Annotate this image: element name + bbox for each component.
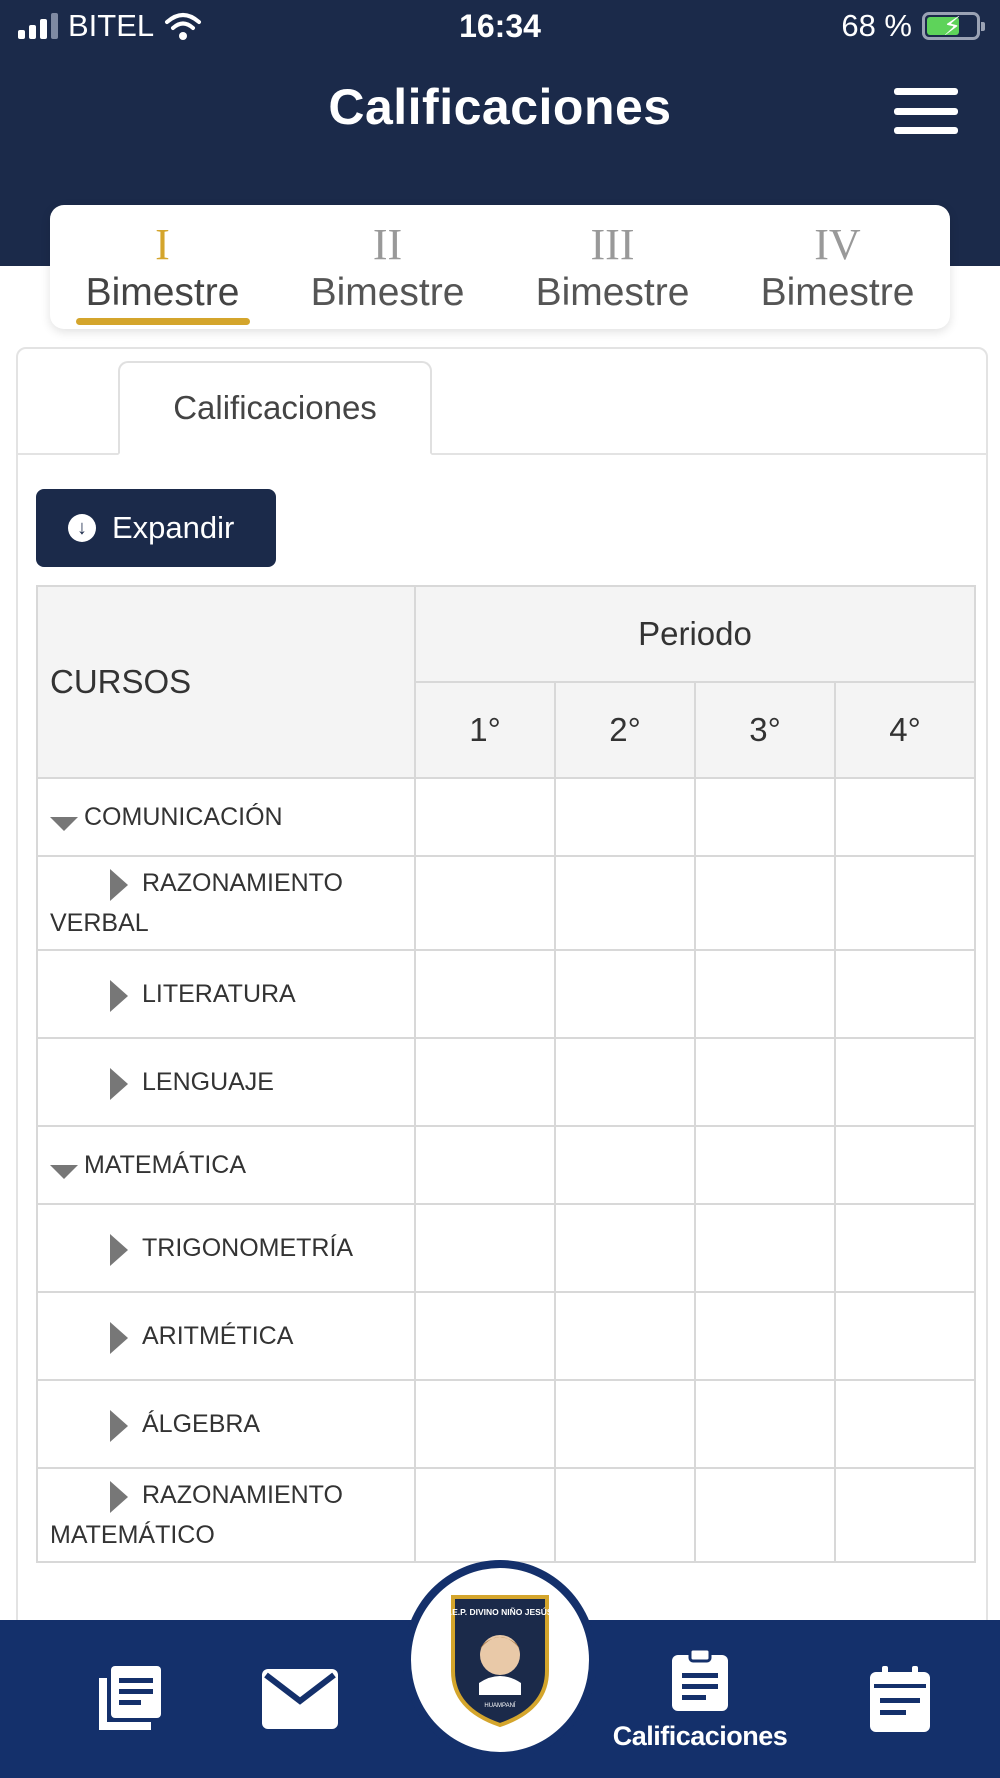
column-header-period-4: 4°: [835, 682, 975, 778]
grade-cell: [415, 1204, 555, 1292]
grade-cell: [555, 856, 695, 950]
tab-calificaciones[interactable]: Calificaciones: [118, 361, 432, 455]
expand-button-label: Expandir: [112, 510, 235, 545]
table-row[interactable]: [37, 856, 975, 950]
grade-cell: [835, 1380, 975, 1468]
grade-cell: [415, 950, 555, 1038]
table-row[interactable]: [37, 1204, 975, 1292]
grade-cell: [835, 1204, 975, 1292]
course-cell[interactable]: [37, 1380, 415, 1468]
grade-cell: [555, 1038, 695, 1126]
grade-cell: [835, 1038, 975, 1126]
grade-cell: [555, 1292, 695, 1380]
school-logo: [445, 1591, 555, 1729]
nav-item-calendar[interactable]: [830, 1620, 970, 1778]
course-cell[interactable]: [37, 1126, 415, 1204]
grade-cell: [415, 1038, 555, 1126]
expand-button[interactable]: [36, 489, 276, 567]
course-cell[interactable]: [37, 950, 415, 1038]
grade-cell: [835, 1292, 975, 1380]
grade-cell: [835, 856, 975, 950]
bimestre-label: Bimestre: [85, 271, 240, 314]
table-row[interactable]: [37, 1468, 975, 1562]
battery-icon: ⚡: [922, 12, 980, 40]
inner-tab-row: [18, 349, 986, 455]
grade-cell: [415, 1126, 555, 1204]
tab-bimestre-2[interactable]: [293, 220, 483, 323]
grade-cell: [555, 950, 695, 1038]
carrier-label: BITEL: [68, 8, 155, 43]
status-right: [841, 8, 980, 44]
hamburger-menu-icon[interactable]: [894, 88, 958, 134]
caret-right-icon: [110, 980, 128, 1012]
nav-label-calificaciones: Calificaciones: [612, 1720, 788, 1751]
course-cell[interactable]: [37, 1204, 415, 1292]
calendar-icon: [868, 1664, 932, 1734]
mail-icon: [260, 1667, 340, 1731]
grade-cell: [415, 856, 555, 950]
caret-right-icon: [110, 1410, 128, 1442]
column-header-period-1: 1°: [415, 682, 555, 778]
grade-cell: [695, 856, 835, 950]
course-name: ARITMÉTICA: [142, 1322, 294, 1350]
grade-cell: [695, 1380, 835, 1468]
grade-cell: [695, 1292, 835, 1380]
bimestre-label: Bimestre: [535, 271, 690, 314]
table-row[interactable]: [37, 778, 975, 856]
column-header-period-3: 3°: [695, 682, 835, 778]
grade-cell: [415, 1380, 555, 1468]
grade-cell: [415, 1292, 555, 1380]
grade-cell: [555, 778, 695, 856]
caret-right-icon: [110, 1481, 128, 1513]
school-logo-button[interactable]: [403, 1560, 597, 1760]
grade-cell: [695, 1126, 835, 1204]
caret-right-icon: [110, 869, 128, 901]
grade-cell: [555, 1204, 695, 1292]
tab-bimestre-3[interactable]: [518, 220, 708, 323]
course-name: RAZONAMIENTO MATEMÁTICO: [50, 1481, 343, 1549]
course-cell[interactable]: [37, 1292, 415, 1380]
bimestre-number: II: [372, 220, 403, 269]
grade-cell: [835, 1126, 975, 1204]
course-cell[interactable]: [37, 1468, 415, 1562]
grade-cell: [835, 950, 975, 1038]
grade-cell: [415, 1468, 555, 1562]
course-name: ÁLGEBRA: [142, 1410, 261, 1438]
grade-cell: [835, 778, 975, 856]
grade-cell: [415, 778, 555, 856]
course-name: LITERATURA: [142, 980, 296, 1008]
grade-cell: [835, 1468, 975, 1562]
notebook-icon: [95, 1664, 165, 1734]
table-row[interactable]: [37, 1380, 975, 1468]
table-row[interactable]: [37, 950, 975, 1038]
column-header-periodo: Periodo: [415, 586, 975, 682]
column-header-period-2: 2°: [555, 682, 695, 778]
table-row[interactable]: [37, 1038, 975, 1126]
caret-right-icon: [110, 1234, 128, 1266]
logo-text-top: I.E.P. DIVINO NIÑO JESÚS: [447, 1607, 553, 1617]
grade-cell: [695, 778, 835, 856]
course-name: RAZONAMIENTO VERBAL: [50, 869, 343, 937]
course-name: TRIGONOMETRÍA: [142, 1234, 354, 1262]
logo-text-bottom: HUAMPANÍ: [484, 1703, 516, 1709]
grade-cell: [555, 1468, 695, 1562]
bimestre-number: III: [590, 220, 635, 269]
caret-right-icon: [110, 1322, 128, 1354]
page-title: Calificaciones: [328, 79, 672, 135]
nav-item-calificaciones[interactable]: [580, 1620, 820, 1778]
column-header-cursos: CURSOS: [37, 586, 415, 778]
status-time: 16:34: [459, 8, 541, 44]
clipboard-icon: [670, 1647, 730, 1713]
grade-cell: [695, 1204, 835, 1292]
course-cell[interactable]: [37, 778, 415, 856]
status-bar: [0, 0, 1000, 56]
course-name: MATEMÁTICA: [84, 1151, 247, 1179]
grade-cell: [695, 1468, 835, 1562]
nav-item-notebook[interactable]: [60, 1620, 200, 1778]
course-name: LENGUAJE: [142, 1068, 274, 1096]
grades-table: [36, 585, 976, 1563]
bimestre-label: Bimestre: [760, 271, 915, 314]
caret-right-icon: [110, 1068, 128, 1100]
table-row[interactable]: [37, 1126, 975, 1204]
bimestre-number: IV: [814, 220, 861, 269]
caret-down-icon: [50, 1165, 78, 1179]
course-cell[interactable]: [37, 1038, 415, 1126]
grade-cell: [695, 1038, 835, 1126]
table-row[interactable]: [37, 1292, 975, 1380]
battery-percent: 68 %: [841, 8, 912, 43]
bimestre-number: I: [155, 220, 170, 269]
arrow-down-circle-icon: ↓: [68, 514, 96, 542]
course-cell[interactable]: [37, 856, 415, 950]
course-name: COMUNICACIÓN: [84, 803, 283, 831]
grade-cell: [695, 950, 835, 1038]
grade-cell: [555, 1380, 695, 1468]
bimestre-tabs: [50, 205, 950, 329]
tab-bimestre-1[interactable]: [68, 220, 258, 323]
grade-cell: [555, 1126, 695, 1204]
bimestre-label: Bimestre: [310, 271, 465, 314]
caret-down-icon: [50, 817, 78, 831]
tab-bimestre-4[interactable]: [743, 220, 933, 323]
nav-item-messages[interactable]: [230, 1620, 370, 1778]
